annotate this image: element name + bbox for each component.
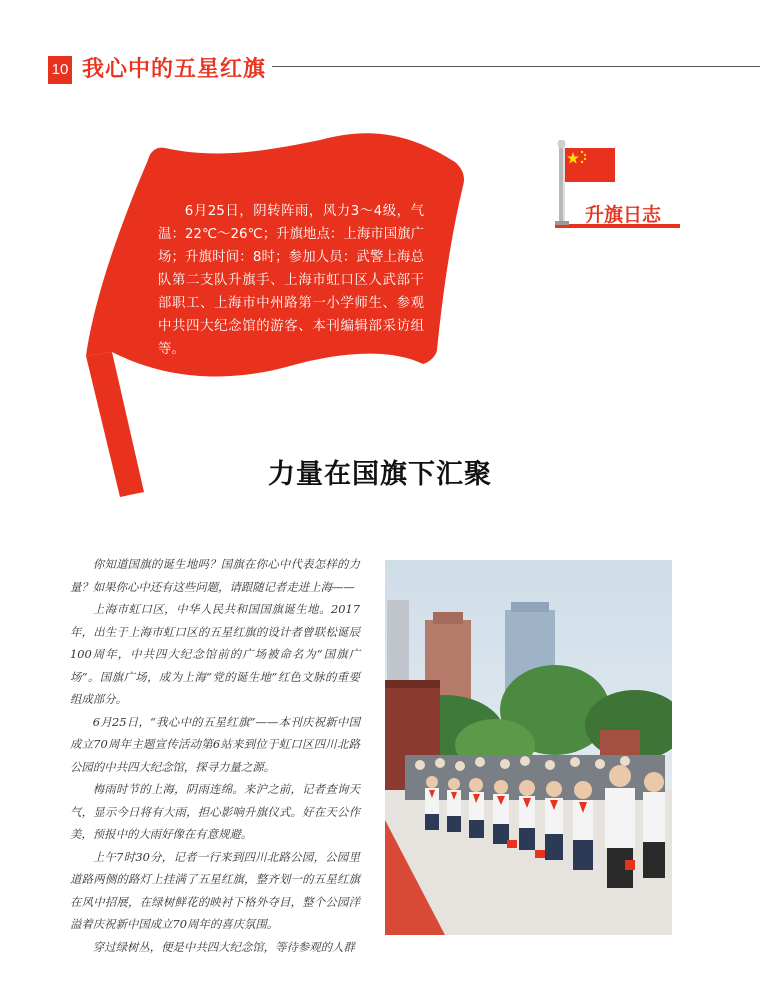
article-paragraph: 梅雨时节的上海，阴雨连绵。来沪之前，记者查询天气，显示今日将有大雨，担心影响升旗仪式。好在天公作美，预报中的大雨好像在有意规避。 — [70, 782, 360, 841]
article-paragraph: 穿过绿树丛，便是中共四大纪念馆，等待参观的人群 — [92, 939, 355, 954]
ceremony-photo — [385, 560, 672, 935]
flag-diary-label: 升旗日志 — [585, 204, 662, 226]
article-paragraph: 6月25日，“我心中的五星红旗”——本刊庆祝新中国成立70周年主题宣传活动第6站来到位于虹口区四川北路公园的中共四大纪念馆，探寻力量之源。 — [70, 714, 360, 774]
article-headline: 力量在国旗下汇聚 — [268, 459, 492, 490]
flag-diary-badge — [555, 140, 680, 235]
article-paragraph: 你知道国旗的诞生地吗？国旗在你心中代表怎样的力量？如果你心中还有这些问题，请跟随记者走进上海—— — [70, 557, 360, 594]
article-paragraph: 上海市虹口区，中华人民共和国国旗诞生地。2017年，出生于上海市虹口区的五星红旗的设计者曾联松诞辰100周年，中共四大纪念馆前的广场被命名为“国旗广场”。国旗广场，成为上海“党的诞生地”红色文脉的重要组成部分。 — [70, 602, 360, 706]
flag-caption-text: 6月25日，阴转阵雨，风力3～4级，气温：22℃～26℃；升旗地点：上海市国旗广场；升旗时间：8时；参加人员：武警上海总队第二支队升旗手、上海市虹口区人武部干部职工、上海市中州路第一小学师生、参观中共四大纪念馆的游客、本刊编辑部采访组等。 — [158, 204, 424, 357]
page-number: 10 — [48, 56, 72, 84]
ceremony-photo-illustration — [385, 560, 672, 935]
section-title: 我心中的五星红旗 — [82, 57, 267, 82]
article-paragraph: 上午7时30分，记者一行来到四川北路公园，公园里道路两侧的路灯上挂满了五星红旗，整齐划一的五星红旗在风中招展，在绿树鲜花的映衬下格外夺目，整个公园洋溢着庆祝新中国成立70周年的喜庆氛围。 — [70, 849, 360, 931]
article-body — [70, 553, 360, 958]
